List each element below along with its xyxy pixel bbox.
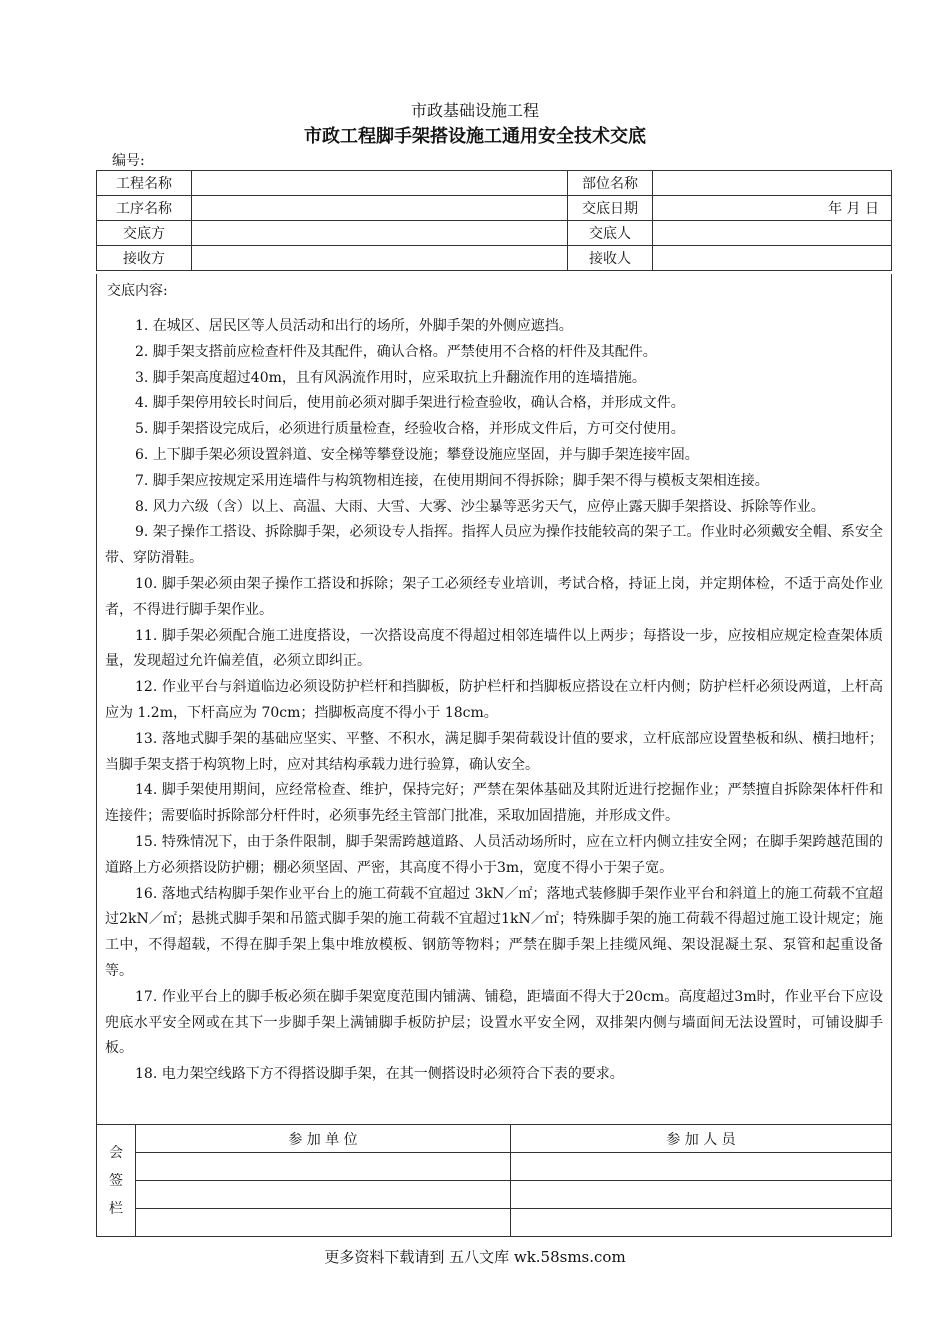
unit-cell [136,1209,511,1237]
list-item: 17. 作业平台上的脚手板必须在脚手架宽度范围内铺满、铺稳，距墙面不得大于20cm。高度超过3m时，作业平台下应设兜底水平安全网或在其下一步脚手架上满铺脚手板防护层；设置水平安全网，双排架内侧与墙面间无法设置时，可铺设脚手板。 [105,988,883,1057]
content-items [105,314,883,1088]
list-item: 12. 作业平台与斜道临边必须设防护栏杆和挡脚板，防护栏杆和挡脚板应搭设在立杆内侧；防护栏杆必须设两道，上杆高应为 1.2m，下杆高应为 70cm；挡脚板高度不得小于 18cm。 [105,679,883,721]
list-item: 9. 架子操作工搭设、拆除脚手架，必须设专人指挥。指挥人员应为操作技能较高的架子工。作业时必须戴安全帽、系安全带、穿防滑鞋。 [105,524,883,567]
sign-side-label [97,1125,136,1237]
unit-cell [136,1153,511,1181]
unit-header: 参 加 单 位 [136,1125,511,1153]
list-item: 4. 脚手架停用较长时间后，使用前必须对脚手架进行检查验收，确认合格，并形成文件。 [135,395,685,412]
part-name-label: 部位名称 [568,171,653,196]
list-item: 3. 脚手架高度超过40m，且有风涡流作用时，应采取抗上升翻流作用的连墙措施。 [135,369,646,386]
person-cell [511,1209,892,1237]
giver-person-label: 交底人 [568,221,653,246]
list-item: 10. 脚手架必须由架子操作工搭设和拆除；架子工必须经专业培训，考试合格，持证上岗，并定期体检，不适于高处作业者，不得进行脚手架作业。 [105,575,883,618]
document-subtitle: 市政基础设施工程 [410,101,539,120]
list-item: 14. 脚手架使用期间，应经常检查、维护，保持完好；严禁在架体基础及其附近进行挖掘作业；严禁擅自拆除架体杆件和连接件；需要临时拆除部分杆件时，必须事先经主管部门批准，采取加固措施，并形成文件。 [105,782,883,825]
list-item: 2. 脚手架支搭前应检查杆件及其配件，确认合格。严禁使用不合格的杆件及其配件。 [135,343,657,360]
list-item: 15. 特殊情况下，由于条件限制，脚手架需跨越道路、人员活动场所时，应在立杆内侧立挂安全网；在脚手架跨越范围的道路上方必须搭设防护棚；棚必须坚固、严密，其高度不得小于3m，宽度不得小于架子宽。 [105,833,883,876]
person-header: 参 加 人 员 [511,1125,892,1153]
table-row [97,171,892,196]
content-section [96,274,892,1124]
number-label: 编号: [112,153,145,169]
sign-side-char: 栏 [109,1200,123,1217]
receiver-party-value [192,246,568,271]
content-label: 交底内容: [107,283,168,299]
list-item: 7. 脚手架应按规定采用连墙件与构筑物相连接，在使用期间不得拆除；脚手架不得与模板支架相连接。 [135,472,769,489]
sign-side-char: 签 [109,1172,123,1189]
giver-person-value [653,221,892,246]
process-name-value [192,196,568,221]
list-item: 6. 上下脚手架必须设置斜道、安全梯等攀登设施；攀登设施应坚固，并与脚手架连接牢固。 [135,446,699,463]
unit-cell [136,1181,511,1209]
list-item: 13. 落地式脚手架的基础应坚实、平整、不积水，满足脚手架荷载设计值的要求，立杆底部应设置垫板和纵、横扫地杆；当脚手架支搭于构筑物上时，应对其结构承载力进行验算，确认安全。 [105,730,883,773]
table-row [97,1125,892,1153]
table-row [97,221,892,246]
person-cell [511,1181,892,1209]
table-row [97,196,892,221]
process-name-label: 工序名称 [97,196,192,221]
giver-party-label: 交底方 [97,221,192,246]
person-cell [511,1153,892,1181]
list-item: 1. 在城区、居民区等人员活动和出行的场所，外脚手架的外侧应遮挡。 [135,318,573,334]
receiver-person-value [653,246,892,271]
signature-table [96,1124,892,1237]
table-row [97,1181,892,1209]
date-value: 年 月 日 [653,196,892,221]
date-label: 交底日期 [568,196,653,221]
info-table [96,170,892,271]
receiver-party-label: 接收方 [97,246,192,271]
footer-link[interactable]: 更多资料下载请到 五八文库 wk.58sms.com [324,1248,626,1266]
part-name-value [653,171,892,196]
table-row [97,246,892,271]
sign-side-char: 会 [109,1144,123,1161]
table-row [97,1209,892,1237]
project-name-value [192,171,568,196]
list-item: 8. 风力六级（含）以上、高温、大雨、大雪、大雾、沙尘暴等恶劣天气，应停止露天脚手架搭设、拆除等作业。 [135,498,825,515]
list-item: 18. 电力架空线路下方不得搭设脚手架，在其一侧搭设时必须符合下表的要求。 [135,1066,624,1083]
document-title: 市政工程脚手架搭设施工通用安全技术交底 [304,126,646,147]
giver-party-value [192,221,568,246]
receiver-person-label: 接收人 [568,246,653,271]
list-item: 5. 脚手架搭设完成后，必须进行质量检查，经验收合格，并形成文件后，方可交付使用。 [135,421,685,438]
list-item: 16. 落地式结构脚手架作业平台上的施工荷载不宜超过 3kN／㎡；落地式装修脚手架作业平台和斜道上的施工荷载不宜超过2kN／㎡；悬挑式脚手架和吊篮式脚手架的施工荷载不宜超过1kN／㎡；特殊脚手架的施工荷载不得超过施工设计规定；施工中，不得超载，不得在脚手架上集中堆放模板、钢筋等物料；严禁在脚手架上挂缆风绳、架设混凝土泵、泵管和起重设备等。 [105,885,883,979]
table-row [97,1153,892,1181]
project-name-label: 工程名称 [97,171,192,196]
list-item: 11. 脚手架必须配合施工进度搭设，一次搭设高度不得超过相邻连墙件以上两步；每搭设一步，应按相应规定检查架体质量，发现超过允许偏差值，必须立即纠正。 [105,627,883,670]
